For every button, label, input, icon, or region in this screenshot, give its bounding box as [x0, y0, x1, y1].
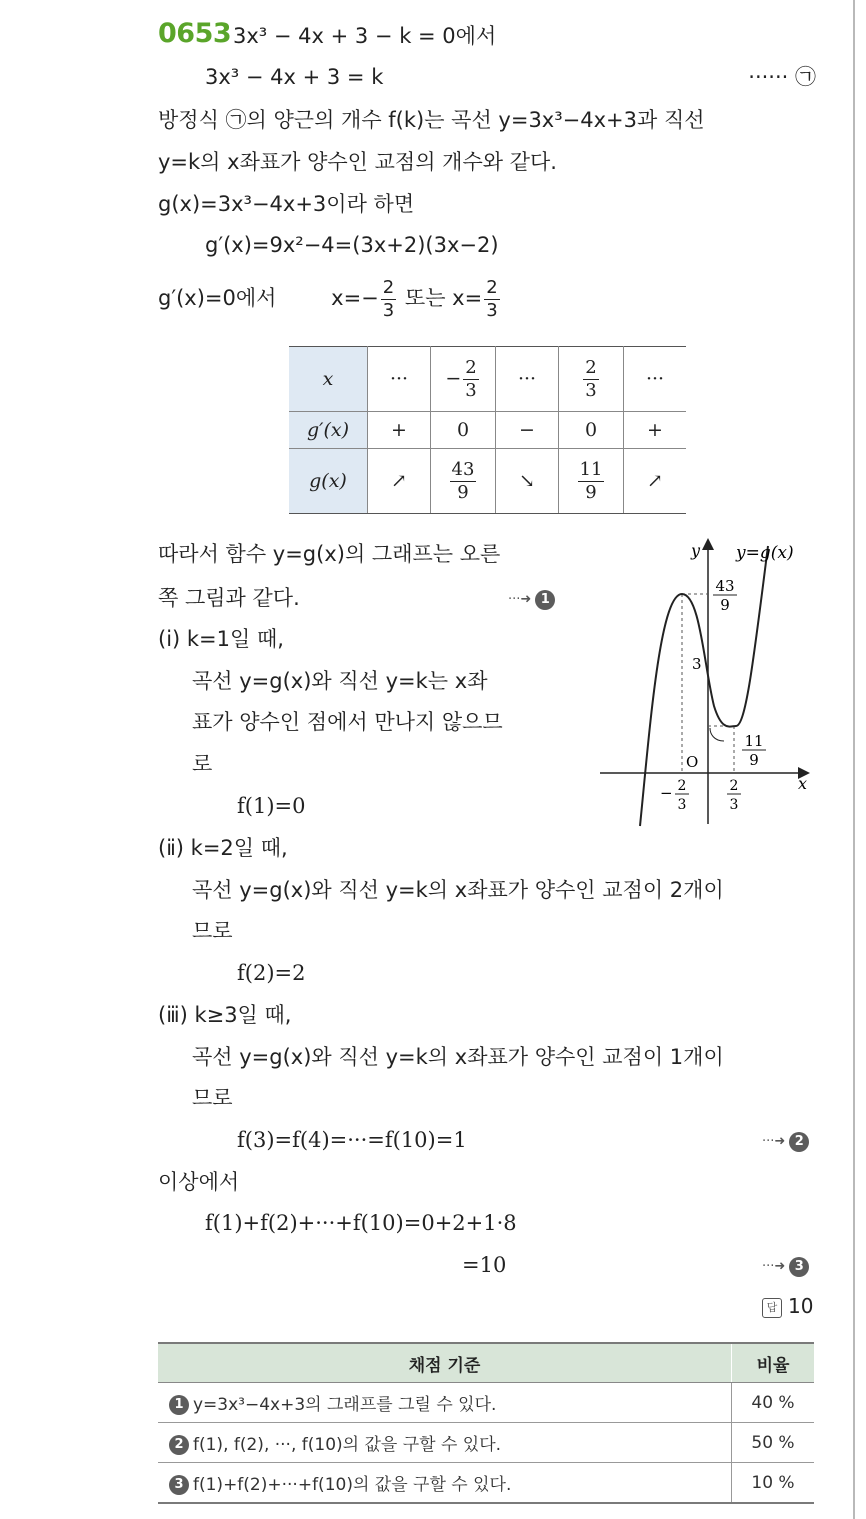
table-cell: [431, 347, 496, 412]
pointer-line: [710, 728, 724, 741]
fraction: [381, 276, 396, 321]
ratio-cell: 40 %: [732, 1383, 815, 1423]
equation-ref-mark: ······ ㉠: [748, 65, 816, 89]
step-number-badge: 2: [789, 1132, 809, 1152]
min-denominator: 9: [749, 751, 759, 769]
equation: f(1)=0: [237, 794, 306, 818]
increase-decrease-table: [289, 346, 686, 514]
body-line: 곡선 y=g(x)와 직선 y=k는 x좌: [192, 669, 488, 693]
body-line: 곡선 y=g(x)와 직선 y=k의 x좌표가 양수인 교점이 1개이: [192, 1045, 724, 1069]
decreasing-arrow: ↘: [496, 449, 559, 514]
table-cell: 0: [431, 412, 496, 449]
step-number-badge: 3: [789, 1257, 809, 1277]
denominator: 3: [585, 379, 597, 401]
x-tick-neg-denominator: 3: [677, 797, 687, 813]
step-ref-2: ···➜ 2: [762, 1126, 809, 1156]
body-line: 므로: [192, 1086, 233, 1110]
table-row: [289, 412, 686, 449]
increasing-arrow: ↗: [624, 449, 687, 514]
max-denominator: 9: [720, 596, 730, 614]
body-line: 이상에서: [158, 1170, 240, 1194]
page-edge-line: [853, 0, 855, 1519]
cubic-graph: [596, 536, 822, 832]
table-row: [158, 1423, 814, 1463]
answer-value: 10: [788, 1294, 814, 1318]
table-cell: [559, 449, 624, 514]
sum-result: =10: [462, 1253, 507, 1277]
grading-criteria-table: [158, 1342, 814, 1504]
step-number-badge: 3: [169, 1475, 189, 1495]
or-x-equals: 또는 x=: [404, 286, 483, 310]
x-tick-pos-denominator: 3: [729, 797, 739, 813]
equation: f(2)=2: [237, 961, 306, 985]
derivative-line: g′(x)=9x²−4=(3x+2)(3x−2): [205, 233, 499, 257]
body-line: 로: [192, 752, 213, 776]
table-cell: [431, 449, 496, 514]
criteria-text: f(1)+f(2)+···+f(10)의 값을 구할 수 있다.: [193, 1475, 512, 1495]
table-cell: ···: [496, 347, 559, 412]
critical-points-line: [158, 278, 502, 320]
sum-equation: f(1)+f(2)+···+f(10)=0+2+1·8: [205, 1211, 517, 1235]
x-tick-pos-numerator: 2: [729, 778, 739, 794]
row-label-x: x: [289, 347, 368, 412]
body-line: 쪽 그림과 같다.: [158, 586, 300, 610]
ratio-cell: 50 %: [732, 1423, 815, 1463]
answer: [762, 1294, 813, 1318]
y-intercept-label: 3: [692, 655, 702, 673]
max-numerator: 43: [715, 577, 735, 595]
neg-sign: −: [660, 784, 673, 802]
x-tick-neg-numerator: 2: [677, 778, 687, 794]
ratio-cell: 10 %: [732, 1463, 815, 1504]
solution-line-1: 3x³ − 4x + 3 − k = 0에서: [233, 24, 497, 48]
body-line: 따라서 함수 y=g(x)의 그래프는 오른: [158, 542, 501, 566]
criteria-cell: [158, 1423, 732, 1463]
table-cell: +: [368, 412, 431, 449]
increasing-arrow: ↗: [368, 449, 431, 514]
criteria-text: f(1), f(2), ···, f(10)의 값을 구할 수 있다.: [193, 1435, 502, 1455]
solution-line-3: 방정식 ㉠의 양근의 개수 f(k)는 곡선 y=3x³−4x+3과 직선: [158, 108, 705, 132]
x-equals-neg: x=−: [331, 286, 379, 310]
function-label: y=g(x): [736, 543, 794, 563]
case-heading: (ⅲ) k≥3일 때,: [158, 1003, 292, 1027]
y-axis-label: y: [691, 541, 701, 560]
case-heading: (ⅱ) k=2일 때,: [158, 836, 288, 860]
table-cell: [559, 347, 624, 412]
table-row: [289, 347, 686, 412]
row-label-g: g(x): [289, 449, 368, 514]
table-cell: −: [496, 412, 559, 449]
criteria-cell: [158, 1383, 732, 1423]
denominator: 3: [382, 299, 395, 321]
body-line: 므로: [192, 919, 233, 943]
table-cell: +: [624, 412, 687, 449]
body-line: 표가 양수인 점에서 만나지 않으므: [192, 710, 503, 734]
body-line: 곡선 y=g(x)와 직선 y=k의 x좌표가 양수인 교점이 2개이: [192, 878, 724, 902]
table-row: [158, 1383, 814, 1423]
denominator: 3: [465, 379, 477, 401]
numerator: 2: [465, 356, 477, 378]
table-cell: ···: [368, 347, 431, 412]
fraction: [484, 276, 499, 321]
step-number-badge: 2: [169, 1435, 189, 1455]
minus-sign: −: [445, 367, 462, 389]
ratio-header: 비율: [732, 1343, 815, 1383]
criteria-text: y=3x³−4x+3의 그래프를 그릴 수 있다.: [193, 1395, 497, 1415]
numerator: 43: [451, 458, 475, 480]
denominator: 3: [486, 299, 498, 321]
criteria-cell: [158, 1463, 732, 1504]
table-cell: 0: [559, 412, 624, 449]
numerator: 2: [382, 276, 395, 298]
solution-line-2: 3x³ − 4x + 3 = k: [205, 65, 384, 89]
origin-label: O: [686, 753, 699, 771]
x-axis-label: x: [798, 774, 808, 793]
table-row: [158, 1463, 814, 1504]
critical-condition: g′(x)=0에서: [158, 286, 277, 310]
step-number-badge: 1: [535, 590, 555, 610]
step-number-badge: 1: [169, 1395, 189, 1415]
criteria-header: 채점 기준: [158, 1343, 732, 1383]
step-ref-1: ···➜ 1: [508, 584, 555, 614]
denominator: 9: [457, 481, 469, 503]
numerator: 11: [579, 458, 603, 480]
row-label-dg: g′(x): [289, 412, 368, 449]
solution-line-4: y=k의 x좌표가 양수인 교점의 개수와 같다.: [158, 150, 557, 174]
numerator: 2: [585, 356, 597, 378]
equation: f(3)=f(4)=···=f(10)=1: [237, 1128, 467, 1152]
case-heading: (ⅰ) k=1일 때,: [158, 627, 284, 651]
answer-icon: 답: [762, 1298, 782, 1318]
min-numerator: 11: [744, 732, 764, 750]
solution-line-5: g(x)=3x³−4x+3이라 하면: [158, 192, 415, 216]
step-ref-3: ···➜ 3: [762, 1251, 809, 1281]
table-cell: ···: [624, 347, 687, 412]
table-row: [289, 449, 686, 514]
numerator: 2: [486, 276, 498, 298]
table-header-row: [158, 1343, 814, 1383]
denominator: 9: [585, 481, 597, 503]
problem-number: 0653: [158, 18, 232, 49]
